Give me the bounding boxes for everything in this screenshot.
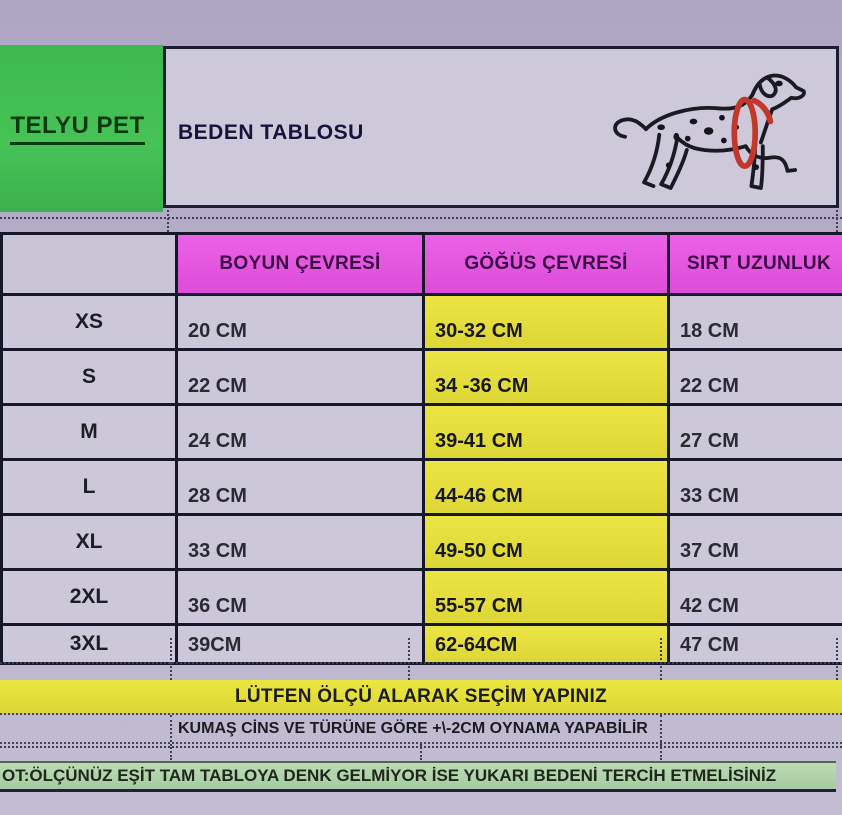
gridline — [170, 638, 172, 680]
gridline — [170, 744, 172, 760]
back-cell: 18 CM — [670, 296, 842, 348]
gridline — [0, 662, 842, 664]
gridline — [408, 638, 410, 680]
neck-cell: 24 CM — [178, 406, 422, 458]
title-box — [163, 46, 839, 208]
gridline — [170, 715, 172, 742]
chest-cell: 49-50 CM — [425, 516, 667, 568]
chest-cell: 62-64CM — [425, 626, 667, 662]
back-cell: 22 CM — [670, 351, 842, 403]
gridline — [836, 638, 838, 680]
gridline — [660, 715, 662, 742]
gridline — [836, 210, 838, 232]
back-cell: 37 CM — [670, 516, 842, 568]
gridline — [660, 638, 662, 680]
size-cell: 3XL — [3, 626, 175, 662]
size-cell: M — [3, 406, 175, 458]
gridline — [660, 744, 662, 760]
chest-cell: 34 -36 CM — [425, 351, 667, 403]
dog-measurement-icon — [599, 55, 824, 212]
neck-cell: 22 CM — [178, 351, 422, 403]
back-cell: 42 CM — [670, 571, 842, 623]
neck-cell: 20 CM — [178, 296, 422, 348]
size-cell: S — [3, 351, 175, 403]
gridline — [420, 744, 422, 760]
note-measure-banner: LÜTFEN ÖLÇÜ ALARAK SEÇİM YAPINIZ — [0, 680, 842, 713]
col-header-size — [3, 235, 175, 293]
chest-cell: 44-46 CM — [425, 461, 667, 513]
chest-cell: 55-57 CM — [425, 571, 667, 623]
note-size-up: OT:ÖLÇÜNÜZ EŞİT TAM TABLOYA DENK GELMİYOR İSE YUKARI BEDENİ TERCİH ETMELİSİNİZ — [0, 761, 836, 792]
neck-cell: 28 CM — [178, 461, 422, 513]
col-header-back: SIRT UZUNLUK — [670, 235, 842, 293]
chest-cell: 30-32 CM — [425, 296, 667, 348]
brand-name: TELYU PET — [10, 112, 144, 145]
size-cell: 2XL — [3, 571, 175, 623]
back-cell: 33 CM — [670, 461, 842, 513]
size-cell: L — [3, 461, 175, 513]
gridline — [0, 217, 842, 219]
neck-cell: 36 CM — [178, 571, 422, 623]
neck-cell: 39CM — [178, 626, 422, 662]
note-tolerance: KUMAŞ CİNS VE TÜRÜNE GÖRE +\-2CM OYNAMA YAPABİLİR — [0, 713, 842, 744]
brand-box — [0, 45, 163, 212]
col-header-neck: BOYUN ÇEVRESİ — [178, 235, 422, 293]
page-title: BEDEN TABLOSU — [178, 121, 364, 144]
chest-cell: 39-41 CM — [425, 406, 667, 458]
size-table — [0, 232, 842, 665]
col-header-chest: GÖĞÜS ÇEVRESİ — [425, 235, 667, 293]
back-cell: 27 CM — [670, 406, 842, 458]
back-cell: 47 CM — [670, 626, 842, 662]
gridline — [167, 210, 169, 232]
size-cell: XS — [3, 296, 175, 348]
neck-cell: 33 CM — [178, 516, 422, 568]
size-cell: XL — [3, 516, 175, 568]
